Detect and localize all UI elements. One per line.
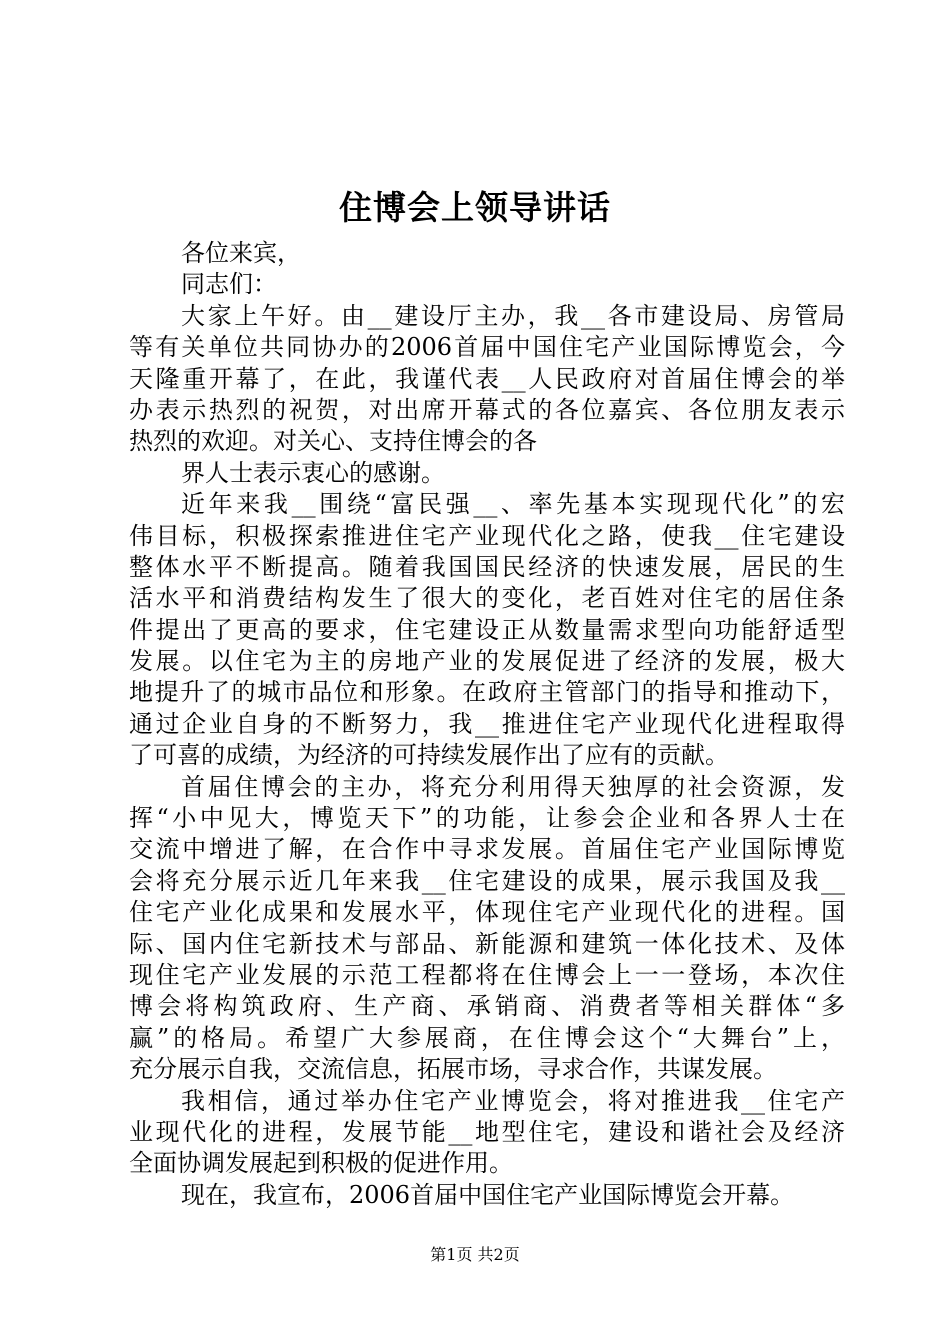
salutation-line: 各位来宾， bbox=[181, 239, 301, 267]
body-line: 近年来我__围绕“富民强__、率先基本实现现代化”的宏 bbox=[181, 490, 845, 519]
body-line: 交流中增进了解，在合作中寻求发展。首届住宅产业国际博览 bbox=[129, 835, 845, 864]
body-line: 伟目标，积极探索推进住宅产业现代化之路，使我__住宅建设 bbox=[129, 521, 845, 550]
body-line: 全面协调发展起到积极的促进作用。 bbox=[129, 1149, 513, 1178]
body-line: 赢”的格局。希望广大参展商，在住博会这个“大舞台”上， bbox=[129, 1023, 845, 1052]
document-title: 住博会上领导讲话 bbox=[339, 188, 611, 227]
body-line: 件提出了更高的要求，住宅建设正从数量需求型向功能舒适型 bbox=[129, 615, 845, 644]
body-line: 地提升了的城市品位和形象。在政府主管部门的指导和推动下， bbox=[129, 678, 845, 707]
body-line: 现住宅产业发展的示范工程都将在住博会上一一登场，本次住 bbox=[129, 960, 845, 989]
body-line: 通过企业自身的不断努力，我__推进住宅产业现代化进程取得 bbox=[129, 709, 845, 738]
body-line: 等有关单位共同协办的2006首届中国住宅产业国际博览会，今 bbox=[129, 333, 845, 362]
body-line: 界人士表示衷心的感谢。 bbox=[181, 458, 445, 487]
body-line: 会将充分展示近几年来我__住宅建设的成果，展示我国及我__ bbox=[129, 866, 845, 895]
document-body bbox=[129, 238, 845, 1211]
body-line: 天隆重开幕了，在此，我谨代表__人民政府对首届住博会的举 bbox=[129, 364, 845, 393]
body-line: 际、国内住宅新技术与部品、新能源和建筑一体化技术、及体 bbox=[129, 929, 845, 958]
body-line: 发展。以住宅为主的房地产业的发展促进了经济的发展，极大 bbox=[129, 647, 845, 676]
body-line: 我相信，通过举办住宅产业博览会，将对推进我__住宅产 bbox=[181, 1086, 845, 1115]
body-line: 办表示热烈的祝贺，对出席开幕式的各位嘉宾、各位朋友表示 bbox=[129, 395, 845, 424]
body-line: 挥“小中见大，博览天下”的功能，让参会企业和各界人士在 bbox=[129, 804, 845, 833]
body-line: 现在，我宣布，2006首届中国住宅产业国际博览会开幕。 bbox=[181, 1180, 795, 1209]
body-line: 博会将构筑政府、生产商、承销商、消费者等相关群体“多 bbox=[129, 992, 845, 1021]
page-number-footer: 第1页 共2页 bbox=[430, 1245, 520, 1264]
body-line: 首届住博会的主办，将充分利用得天独厚的社会资源，发 bbox=[181, 772, 845, 801]
body-line: 整体水平不断提高。随着我国国民经济的快速发展，居民的生 bbox=[129, 552, 845, 581]
body-line: 活水平和消费结构发生了很大的变化，老百姓对住宅的居住条 bbox=[129, 584, 845, 613]
body-line: 大家上午好。由__建设厅主办，我__各市建设局、房管局 bbox=[181, 301, 845, 330]
body-line: 业现代化的进程，发展节能__地型住宅，建设和谐社会及经济 bbox=[129, 1117, 845, 1146]
body-line: 住宅产业化成果和发展水平，体现住宅产业现代化的进程。国 bbox=[129, 898, 845, 927]
body-line: 热烈的欢迎。对关心、支持住博会的各 bbox=[129, 427, 537, 456]
body-line: 了可喜的成绩，为经济的可持续发展作出了应有的贡献。 bbox=[129, 741, 729, 770]
body-line: 充分展示自我，交流信息，拓展市场，寻求合作，共谋发展。 bbox=[129, 1055, 777, 1084]
salutation-line: 同志们： bbox=[181, 270, 277, 299]
